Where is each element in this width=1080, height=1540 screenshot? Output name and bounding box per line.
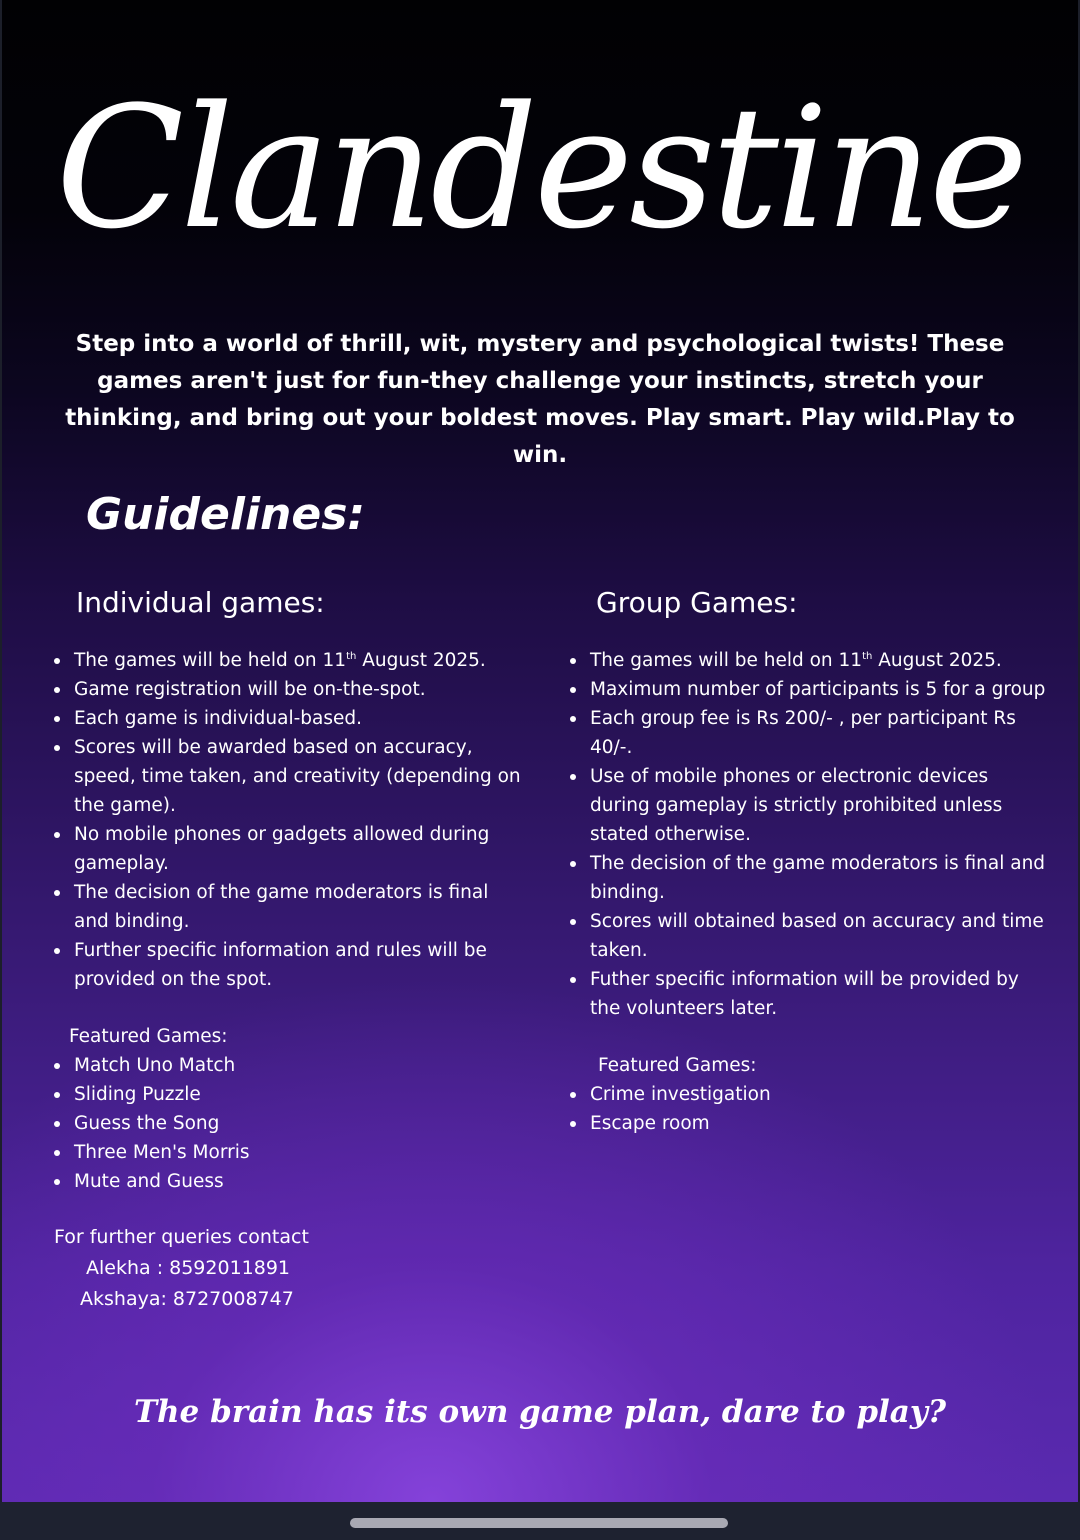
group-featured-list xyxy=(570,1080,970,1138)
individual-featured-label: Featured Games: xyxy=(69,1026,228,1047)
individual-rule: No mobile phones or gadgets allowed during gameplay. xyxy=(54,820,529,878)
individual-rules-list xyxy=(54,646,529,994)
featured-game-item: Escape room xyxy=(570,1109,970,1138)
featured-game-item: Sliding Puzzle xyxy=(54,1080,454,1109)
group-rule: Maximum number of participants is 5 for a group xyxy=(570,675,1052,704)
event-poster xyxy=(2,0,1078,1502)
contact-person: Akshaya: 8727008747 xyxy=(80,1288,294,1310)
individual-rule: Game registration will be on-the-spot. xyxy=(54,675,529,704)
home-indicator[interactable] xyxy=(350,1518,728,1528)
individual-rule: Scores will be awarded based on accuracy, speed, time taken, and creativity (depending on the game). xyxy=(54,733,529,820)
featured-game-item: Three Men's Morris xyxy=(54,1138,454,1167)
featured-game-item: Crime investigation xyxy=(570,1080,970,1109)
tagline: The brain has its own game plan, dare to play? xyxy=(133,1394,947,1430)
group-rules-list xyxy=(570,646,1052,1023)
individual-rule: Each game is individual-based. xyxy=(54,704,529,733)
poster-title: Clandestine xyxy=(55,70,1025,266)
featured-game-item: Guess the Song xyxy=(54,1109,454,1138)
group-rule: Scores will obtained based on accuracy and time taken. xyxy=(570,907,1052,965)
individual-rule-date: The games will be held on 11th August 2025. xyxy=(54,646,529,675)
intro-text: Step into a world of thrill, wit, mystery and psychological twists! These games aren't just for fun-they challenge your instincts, stretch your thinking, and bring out your boldest moves. Play smart. Play wild.Play to win. xyxy=(65,331,1015,468)
contact-person: Alekha : 8592011891 xyxy=(86,1257,291,1279)
individual-rule: Further specific information and rules will be provided on the spot. xyxy=(54,936,529,994)
guidelines-heading: Guidelines: xyxy=(86,489,365,540)
contact-section xyxy=(54,1222,309,1315)
group-rule: Use of mobile phones or electronic devices during gameplay is strictly prohibited unless stated otherwise. xyxy=(570,762,1052,849)
contact-heading: For further queries contact xyxy=(54,1226,309,1248)
group-featured-label: Featured Games: xyxy=(598,1055,757,1076)
group-rule: Each group fee is Rs 200/- , per participant Rs 40/-. xyxy=(570,704,1052,762)
individual-rule: The decision of the game moderators is final and binding. xyxy=(54,878,529,936)
group-rule: The decision of the game moderators is final and binding. xyxy=(570,849,1052,907)
group-rule: Futher specific information will be provided by the volunteers later. xyxy=(570,965,1052,1023)
featured-game-item: Match Uno Match xyxy=(54,1051,454,1080)
individual-featured-list xyxy=(54,1051,454,1196)
group-rule-date: The games will be held on 11th August 2025. xyxy=(570,646,1052,675)
individual-games-heading: Individual games: xyxy=(76,586,325,619)
group-games-heading: Group Games: xyxy=(596,586,798,619)
featured-game-item: Mute and Guess xyxy=(54,1167,454,1196)
